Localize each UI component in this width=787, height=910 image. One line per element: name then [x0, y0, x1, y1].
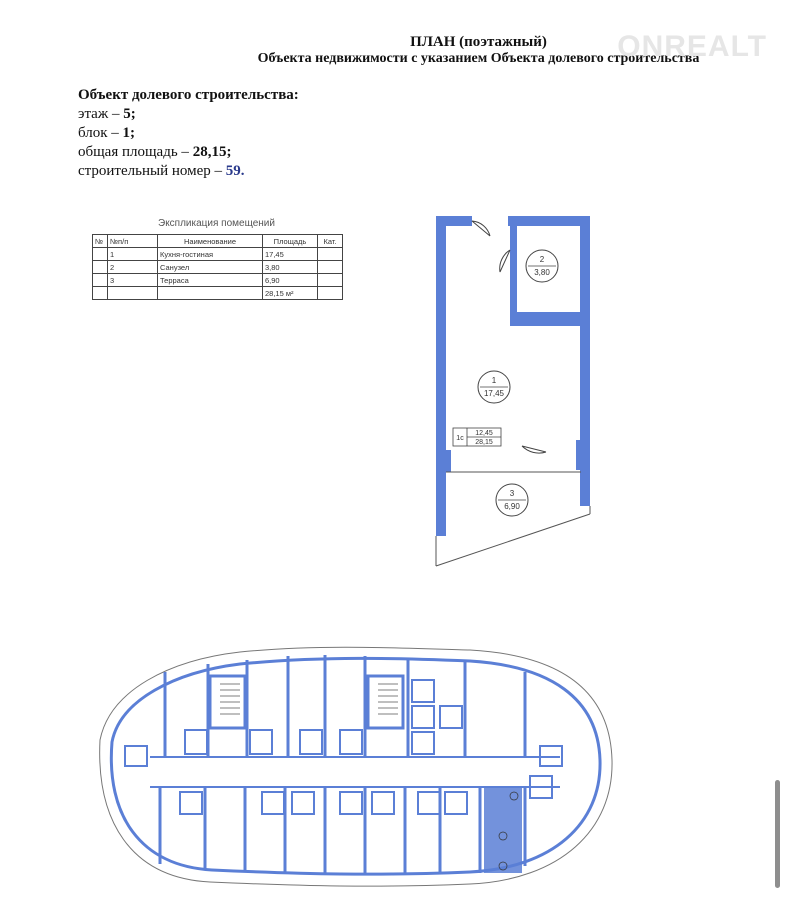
cell: 3,80	[263, 261, 318, 274]
col-cat: Кат.	[318, 235, 343, 248]
terrace-edge-bottom	[436, 514, 590, 566]
col-no: №	[93, 235, 108, 248]
bottom-unit-walls	[160, 787, 525, 874]
number-value: 59.	[225, 163, 245, 179]
cell: 2	[108, 261, 158, 274]
floor-overview-plan	[100, 647, 612, 886]
page-title: ПЛАН (поэтажный)	[410, 34, 547, 50]
building-outline	[100, 647, 612, 886]
room-2-area: 3,80	[534, 268, 550, 277]
elevator-shafts	[412, 680, 462, 754]
entrance-door	[472, 221, 490, 236]
page-subtitle: Объекта недвижимости с указанием Объекта долевого строительства	[257, 51, 700, 66]
highlighted-apartment	[484, 787, 522, 873]
wall-top-right	[508, 216, 590, 226]
cell: Терраса	[158, 274, 263, 287]
room-3-area: 6,90	[504, 502, 520, 511]
wall-right	[580, 216, 590, 506]
floor-value: 5;	[123, 106, 136, 122]
room-marker-3	[496, 484, 528, 516]
area-value: 28,15;	[192, 144, 232, 160]
total-area: 28,15 м²	[263, 287, 318, 300]
cell: 6,90	[263, 274, 318, 287]
wall-top-left	[436, 216, 472, 226]
block-value: 1;	[122, 125, 136, 141]
room-2-number: 2	[539, 255, 545, 264]
scrollbar[interactable]	[775, 780, 780, 888]
top-unit-walls	[165, 655, 525, 757]
bath-door	[500, 250, 510, 272]
number-label: строительный номер –	[78, 163, 226, 179]
terrace-door	[522, 446, 546, 453]
room-1-area: 17,45	[483, 389, 505, 398]
block-label: блок –	[78, 125, 123, 141]
apartment-total: 28,15	[475, 439, 493, 446]
wall-bath-bottom	[510, 312, 580, 326]
wall-partition-right	[576, 440, 581, 470]
watermark-logo: ONREALT	[617, 30, 767, 63]
floor-label: этаж –	[78, 106, 124, 122]
cell: Кухня-гостиная	[158, 248, 263, 261]
col-area: Площадь	[263, 235, 318, 248]
cell: Санузел	[158, 261, 263, 274]
room-marker-1	[478, 371, 510, 403]
explication-title: Экспликация помещений	[158, 218, 275, 229]
building-wall	[111, 658, 600, 874]
cell: 3	[108, 274, 158, 287]
room-3-number: 3	[509, 489, 515, 498]
info-heading: Объект долевого строительства:	[78, 87, 299, 103]
apartment-plan	[436, 216, 590, 566]
room-1-number: 1	[491, 376, 497, 385]
cell: 17,45	[263, 248, 318, 261]
area-label: общая площадь –	[78, 144, 193, 160]
room-marker-2	[526, 250, 558, 282]
col-pp: №п/п	[108, 235, 158, 248]
cell: 1	[108, 248, 158, 261]
wall-left	[436, 216, 446, 536]
wall-partition	[446, 450, 451, 472]
apartment-living: 12,45	[475, 430, 493, 437]
wall-bath-left	[510, 222, 517, 326]
apartment-type: 1с	[456, 435, 464, 442]
col-name: Наименование	[158, 235, 263, 248]
apartment-tag	[453, 428, 501, 446]
